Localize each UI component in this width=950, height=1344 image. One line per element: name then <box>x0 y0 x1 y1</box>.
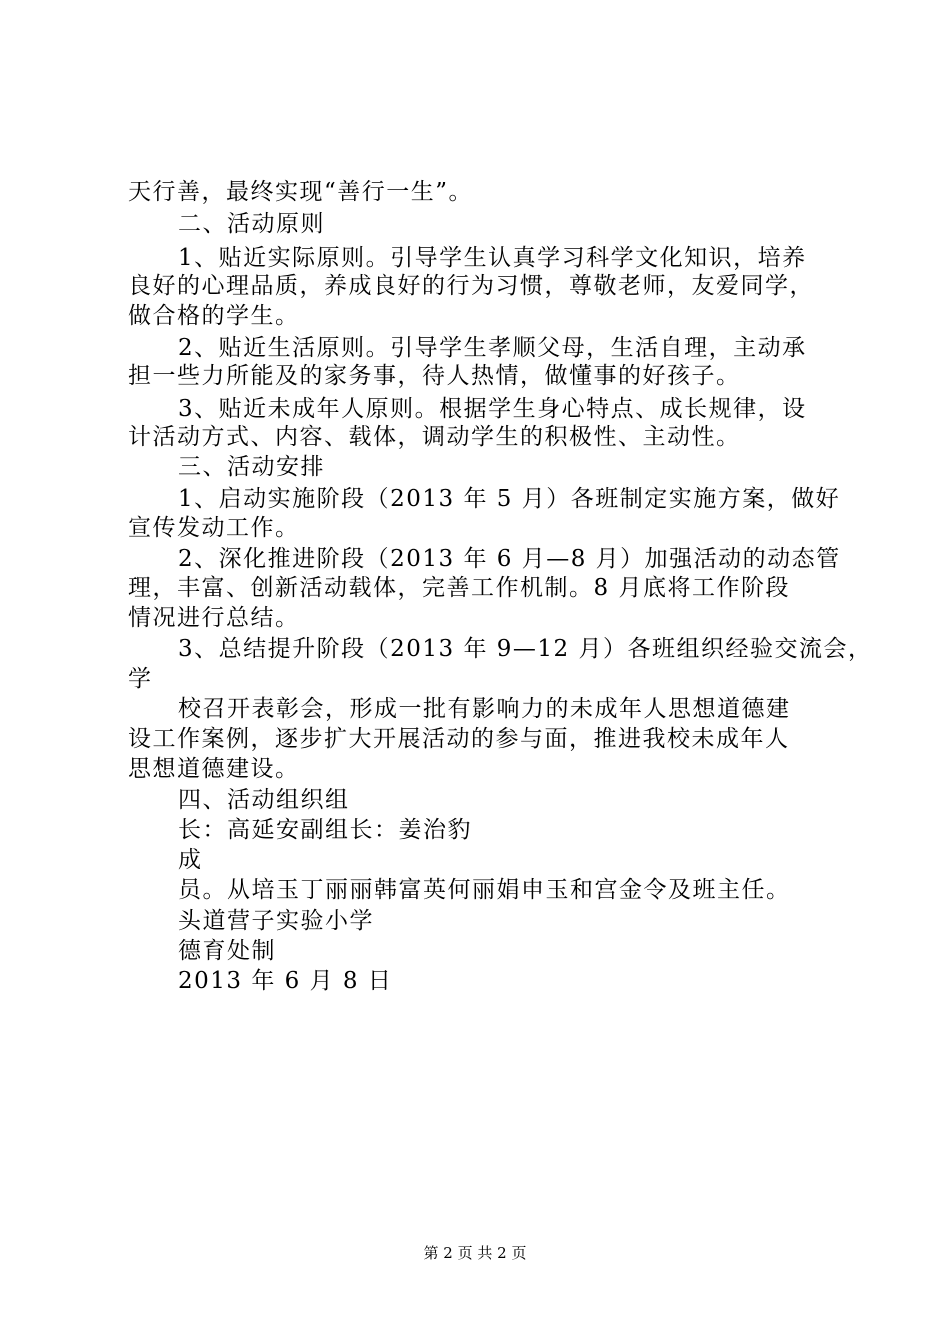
body-line: 长：高延安副组长：姜治豹 <box>178 817 472 843</box>
body-line: 情况进行总结。 <box>128 605 300 631</box>
body-line: 学 <box>128 666 153 692</box>
body-line: 员。从培玉丁丽丽韩富英何丽娟申玉和宫金令及班主任。 <box>178 877 791 903</box>
body-line: 1、贴近实际原则。引导学生认真学习科学文化知识，培养 <box>178 245 807 271</box>
body-line: 3、总结提升阶段（2013 年 9—12 月）各班组织经验交流会， <box>178 636 873 662</box>
body-line: 2、贴近生活原则。引导学生孝顺父母，生活自理，主动承 <box>178 335 807 361</box>
body-line: 计活动方式、内容、载体，调动学生的积极性、主动性。 <box>128 424 741 450</box>
body-line: 做合格的学生。 <box>128 303 300 329</box>
body-line: 宣传发动工作。 <box>128 515 300 541</box>
signature-school: 头道营子实验小学 <box>178 908 374 934</box>
section-heading: 二、活动原则 <box>178 211 325 237</box>
body-line: 2、深化推进阶段（2013 年 6 月—8 月）加强活动的动态管 <box>178 546 841 572</box>
section-heading: 四、活动组织组 <box>178 787 350 813</box>
page-number-footer: 第 2 页 共 2 页 <box>423 1244 527 1262</box>
body-line: 成 <box>178 847 203 873</box>
body-line: 担一些力所能及的家务事，待人热情，做懂事的好孩子。 <box>128 363 741 389</box>
signature-date: 2013 年 6 月 8 日 <box>178 968 393 994</box>
signature-department: 德育处制 <box>178 938 276 964</box>
body-line: 天行善，最终实现“善行一生”。 <box>128 179 474 205</box>
body-line: 1、启动实施阶段（2013 年 5 月）各班制定实施方案，做好 <box>178 486 841 512</box>
body-line: 校召开表彰会，形成一批有影响力的未成年人思想道德建 <box>178 696 791 722</box>
section-heading: 三、活动安排 <box>178 454 325 480</box>
body-line: 3、贴近未成年人原则。根据学生身心特点、成长规律，设 <box>178 396 807 422</box>
body-line: 思想道德建设。 <box>128 756 300 782</box>
body-line: 良好的心理品质，养成良好的行为习惯，尊敬老师，友爱同学， <box>128 273 814 299</box>
body-line: 设工作案例，逐步扩大开展活动的参与面，推进我校未成年人 <box>128 726 790 752</box>
body-line: 理，丰富、创新活动载体，完善工作机制。8 月底将工作阶段 <box>128 575 790 601</box>
